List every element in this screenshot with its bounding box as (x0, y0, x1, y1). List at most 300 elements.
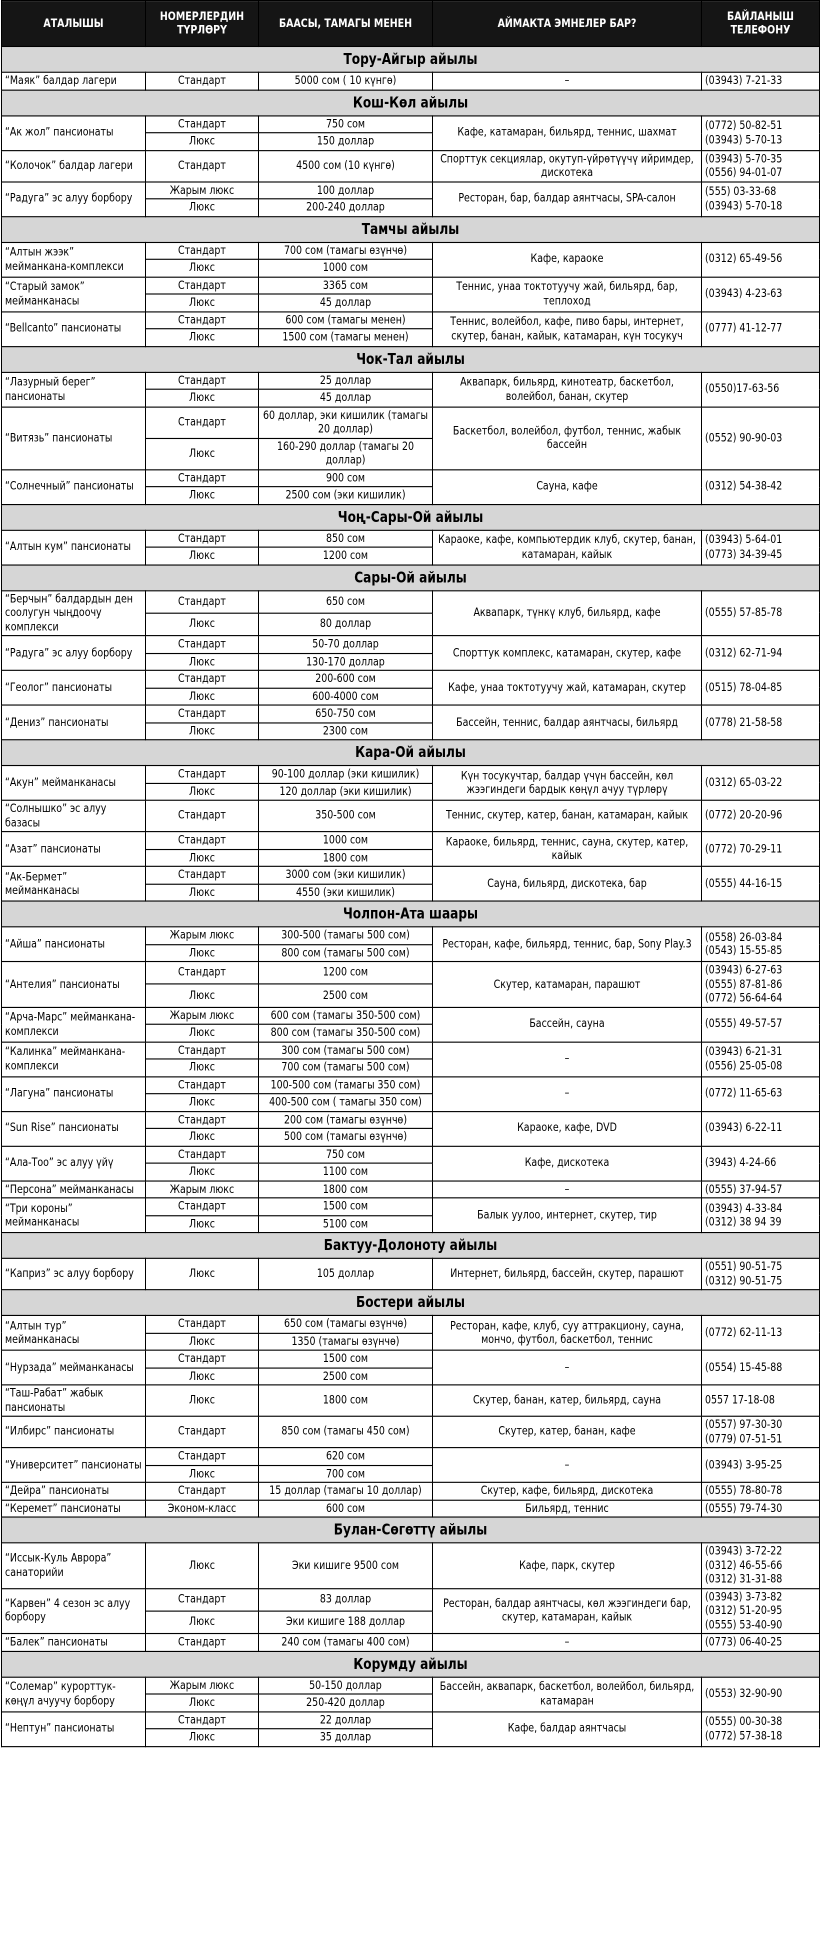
room-type: Люкс (146, 1163, 259, 1180)
section-row (2, 901, 820, 927)
facilities: Ресторан, кафе, клуб, суу аттракциону, сауна, мончо, футбол, баскетбол, теннис (433, 1315, 702, 1350)
room-price: 50-70 доллар (259, 636, 433, 653)
room-type: Жарым люкс (146, 1007, 259, 1024)
room-type: Стандарт (146, 832, 259, 849)
facilities: Интернет, бильярд, бассейн, скутер, парашют (433, 1258, 702, 1289)
section-row (2, 564, 820, 590)
facilities: – (433, 1180, 702, 1197)
room-type: Люкс (146, 1543, 259, 1588)
place-name: “Лазурный берег” пансионаты (2, 372, 146, 407)
place-name: “Геолог” пансионаты (2, 670, 146, 705)
section-title: Булан-Сөгөттү айылы (2, 1517, 820, 1543)
room-type: Люкс (146, 1215, 259, 1232)
section-row (2, 740, 820, 766)
facilities: – (433, 1042, 702, 1077)
table-row (2, 705, 820, 722)
room-price: 1500 сом (259, 1350, 433, 1367)
room-price: 600 сом (тамагы 350-500 сом) (259, 1007, 433, 1024)
table-row (2, 1543, 820, 1588)
room-type: Люкс (146, 1059, 259, 1076)
room-price: 22 доллар (259, 1711, 433, 1728)
room-price: 300-500 (тамагы 500 сом) (259, 927, 433, 944)
contact-phone: (0773) 06-40-25 (702, 1634, 820, 1651)
room-type: Стандарт (146, 766, 259, 783)
contact-phone: (0555) 79-74-30 (702, 1500, 820, 1517)
place-name: “Алтын тур” мейманканасы (2, 1315, 146, 1350)
room-type: Люкс (146, 329, 259, 346)
place-name: “Акун” мейманканасы (2, 766, 146, 801)
table-row (2, 242, 820, 259)
room-type: Люкс (146, 783, 259, 800)
facilities: Аквапарк, түнкү клуб, бильярд, кафе (433, 590, 702, 635)
room-price: 800 сом (тамагы 500 сом) (259, 944, 433, 961)
place-name: “Солнечный” пансионаты (2, 469, 146, 504)
room-price: 5100 сом (259, 1215, 433, 1232)
table-row (2, 1416, 820, 1447)
room-price: 35 доллар (259, 1729, 433, 1746)
table-row (2, 1677, 820, 1694)
room-type: Стандарт (146, 372, 259, 389)
contact-phone: (0552) 90-90-03 (702, 407, 820, 470)
room-type: Стандарт (146, 1416, 259, 1447)
room-price: 120 доллар (эки кишилик) (259, 783, 433, 800)
contact-phone: (0312) 62-71-94 (702, 636, 820, 671)
room-price: 250-420 доллар (259, 1694, 433, 1711)
place-name: “Радуга” эс алуу борбору (2, 181, 146, 216)
room-price: 1800 сом (259, 849, 433, 866)
contact-phone: (0777) 41-12-77 (702, 311, 820, 346)
facilities: Баскетбол, волейбол, футбол, теннис, жабык бассейн (433, 407, 702, 470)
room-type: Люкс (146, 389, 259, 406)
section-row (2, 90, 820, 116)
room-price: 90-100 доллар (эки кишилик) (259, 766, 433, 783)
room-price: Эки кишиге 188 доллар (259, 1611, 433, 1634)
room-price: 100 доллар (259, 181, 433, 198)
room-type: Стандарт (146, 115, 259, 132)
room-type: Люкс (146, 1333, 259, 1350)
section-row (2, 1233, 820, 1259)
contact-phone: (0515) 78-04-85 (702, 670, 820, 705)
room-type: Жарым люкс (146, 1180, 259, 1197)
room-type: Стандарт (146, 590, 259, 613)
room-type: Люкс (146, 487, 259, 504)
room-price: 4500 сом (10 күнгө) (259, 150, 433, 181)
room-type: Люкс (146, 547, 259, 564)
room-type: Стандарт (146, 1350, 259, 1367)
contact-phone: 0557 17-18-08 (702, 1385, 820, 1416)
room-price: 1200 сом (259, 962, 433, 985)
room-type: Люкс (146, 1094, 259, 1111)
room-type: Люкс (146, 1385, 259, 1416)
room-price: 3365 сом (259, 277, 433, 294)
facilities: Кафе, балдар аянтчасы (433, 1711, 702, 1746)
table-row (2, 1500, 820, 1517)
room-price: 1500 сом (тамагы менен) (259, 329, 433, 346)
contact-phone: (555) 03-33-68 (03943) 5-70-18 (702, 181, 820, 216)
section-title: Тору-Айгыр айылы (2, 46, 820, 72)
place-name: “Калинка” мейманкана-комплекси (2, 1042, 146, 1077)
contact-phone: (03943) 3-95-25 (702, 1448, 820, 1483)
room-type: Стандарт (146, 1315, 259, 1332)
room-price: 1350 (тамагы өзүнчө) (259, 1333, 433, 1350)
table-row (2, 1385, 820, 1416)
room-type: Люкс (146, 1128, 259, 1145)
place-name: “Bellcanto” пансионаты (2, 311, 146, 346)
table-row (2, 800, 820, 831)
contact-phone: (03943) 6-22-11 (702, 1111, 820, 1146)
facilities: Аквапарк, бильярд, кинотеатр, баскетбол, волейбол, банан, скутер (433, 372, 702, 407)
room-type: Стандарт (146, 1198, 259, 1215)
contact-phone: (0778) 21-58-58 (702, 705, 820, 740)
room-type: Стандарт (146, 530, 259, 547)
facilities: Ресторан, кафе, бильярд, теннис, бар, Sony Play.3 (433, 927, 702, 962)
section-row (2, 46, 820, 72)
room-price: Эки кишиге 9500 сом (259, 1543, 433, 1588)
section-row (2, 346, 820, 372)
section-title: Чок-Тал айылы (2, 346, 820, 372)
room-type: Стандарт (146, 705, 259, 722)
room-price: 45 доллар (259, 389, 433, 406)
contact-phone: (0772) 11-65-63 (702, 1076, 820, 1111)
facilities: Күн тосукучтар, балдар үчүн бассейн, көл жээгиндеги бардык көңүл ачуу түрлөрү (433, 766, 702, 801)
room-type: Люкс (146, 1729, 259, 1746)
table-row (2, 832, 820, 849)
price-table-wrapper (1, 0, 819, 1747)
room-price: 350-500 сом (259, 800, 433, 831)
place-name: “Три короны” мейманканасы (2, 1198, 146, 1233)
contact-phone: (0772) 20-20-96 (702, 800, 820, 831)
contact-phone: (03943) 5-70-35 (0556) 94-01-07 (702, 150, 820, 181)
room-price: 750 сом (259, 115, 433, 132)
table-row (2, 1350, 820, 1367)
room-type: Стандарт (146, 1146, 259, 1163)
room-type: Стандарт (146, 242, 259, 259)
facilities: Бассейн, теннис, балдар аянтчасы, бильярд (433, 705, 702, 740)
room-price: 150 доллар (259, 133, 433, 150)
table-row (2, 1180, 820, 1197)
facilities: Теннис, волейбол, кафе, пиво бары, интернет, скутер, банан, кайык, катамаран, күн тосукуч (433, 311, 702, 346)
room-type: Люкс (146, 1368, 259, 1385)
room-type: Стандарт (146, 1634, 259, 1651)
header-room-type: НОМЕРЛЕРДИН ТҮРЛӨРҮ (146, 1, 259, 47)
table-row (2, 962, 820, 985)
section-title: Чоң-Сары-Ой айылы (2, 504, 820, 530)
table-row (2, 766, 820, 783)
room-type: Люкс (146, 1465, 259, 1482)
table-row (2, 1042, 820, 1059)
table-row (2, 927, 820, 944)
place-name: “Маяк” балдар лагери (2, 72, 146, 89)
place-name: “Витязь” пансионаты (2, 407, 146, 470)
room-price: 600-4000 сом (259, 688, 433, 705)
room-type: Жарым люкс (146, 181, 259, 198)
room-price: 4550 (эки кишилик) (259, 884, 433, 901)
facilities: Бильярд, теннис (433, 1500, 702, 1517)
facilities: Кафе, катамаран, бильярд, теннис, шахмат (433, 115, 702, 150)
room-price: 650 сом (тамагы өзүнчө) (259, 1315, 433, 1332)
contact-phone: (03943) 5-64-01 (0773) 34-39-45 (702, 530, 820, 565)
facilities: Бассейн, сауна (433, 1007, 702, 1042)
section-title: Корумду айылы (2, 1651, 820, 1677)
contact-phone: (0555) 44-16-15 (702, 866, 820, 901)
room-type: Стандарт (146, 962, 259, 985)
room-price: 850 сом (тамагы 450 сом) (259, 1416, 433, 1447)
facilities: Караоке, кафе, DVD (433, 1111, 702, 1146)
contact-phone: (0555) 49-57-57 (702, 1007, 820, 1042)
section-row (2, 216, 820, 242)
room-price: 5000 сом ( 10 күнгө) (259, 72, 433, 89)
facilities: Теннис, скутер, катер, банан, катамаран, кайык (433, 800, 702, 831)
place-name: “Арча-Марс” мейманкана-комплекси (2, 1007, 146, 1042)
room-type: Люкс (146, 1694, 259, 1711)
facilities: Ресторан, бар, балдар аянтчасы, SPA-салон (433, 181, 702, 216)
room-price: 1800 сом (259, 1180, 433, 1197)
facilities: Сауна, бильярд, дискотека, бар (433, 866, 702, 901)
room-price: 700 сом (259, 1465, 433, 1482)
room-type: Люкс (146, 133, 259, 150)
facilities: Караоке, бильярд, теннис, сауна, скутер, катер, кайык (433, 832, 702, 867)
room-price: 620 сом (259, 1448, 433, 1465)
place-name: “Sun Rise” пансионаты (2, 1111, 146, 1146)
header-name: АТАЛЫШЫ (2, 1, 146, 47)
table-row (2, 181, 820, 198)
room-type: Люкс (146, 849, 259, 866)
room-price: 105 доллар (259, 1258, 433, 1289)
room-type: Люкс (146, 1611, 259, 1634)
table-row (2, 1482, 820, 1499)
facilities: Кафе, караоке (433, 242, 702, 277)
section-title: Кара-Ой айылы (2, 740, 820, 766)
room-type: Люкс (146, 884, 259, 901)
place-name: “Алтын кум” пансионаты (2, 530, 146, 565)
place-name: “Лагуна” пансионаты (2, 1076, 146, 1111)
place-name: “Антелия” пансионаты (2, 962, 146, 1007)
table-body (2, 46, 820, 1746)
place-name: “Нурзада” мейманканасы (2, 1350, 146, 1385)
facilities: Сауна, кафе (433, 469, 702, 504)
facilities: Бассейн, аквапарк, баскетбол, волейбол, бильярд, катамаран (433, 1677, 702, 1712)
room-type: Люкс (146, 1024, 259, 1041)
contact-phone: (0555) 00-30-38 (0772) 57-38-18 (702, 1711, 820, 1746)
place-name: “Айша” пансионаты (2, 927, 146, 962)
facilities: Скутер, катамаран, парашют (433, 962, 702, 1007)
room-type: Стандарт (146, 636, 259, 653)
room-type: Стандарт (146, 469, 259, 486)
header-row (2, 1, 820, 47)
table-row (2, 590, 820, 613)
table-row (2, 277, 820, 294)
place-name: “Алтын жээк” мейманкана-комплекси (2, 242, 146, 277)
section-title: Кош-Көл айылы (2, 90, 820, 116)
table-row (2, 469, 820, 486)
facilities: Скутер, кафе, бильярд, дискотека (433, 1482, 702, 1499)
contact-phone: (0550)17-63-56 (702, 372, 820, 407)
contact-phone: (0555) 57-85-78 (702, 590, 820, 635)
section-title: Тамчы айылы (2, 216, 820, 242)
place-name: “Берчын” балдардын ден соолугун чыңдоочу комплекси (2, 590, 146, 635)
place-name: “Иссык-Куль Аврора” санаторийи (2, 1543, 146, 1588)
room-type: Стандарт (146, 277, 259, 294)
room-price: 900 сом (259, 469, 433, 486)
facilities: Балык уулоо, интернет, скутер, тир (433, 1198, 702, 1233)
contact-phone: (0772) 70-29-11 (702, 832, 820, 867)
room-type: Люкс (146, 294, 259, 311)
room-type: Люкс (146, 199, 259, 216)
section-title: Бактуу-Долоноту айылы (2, 1233, 820, 1259)
contact-phone: (0555) 37-94-57 (702, 1180, 820, 1197)
room-type: Жарым люкс (146, 1677, 259, 1694)
section-row (2, 1651, 820, 1677)
table-row (2, 866, 820, 883)
place-name: “Солемар” курорттук-көңүл ачуучу борбору (2, 1677, 146, 1712)
room-price: 200-240 доллар (259, 199, 433, 216)
table-row (2, 1634, 820, 1651)
table-row (2, 1258, 820, 1289)
room-price: 2300 сом (259, 722, 433, 739)
room-type: Люкс (146, 613, 259, 636)
facilities: Караоке, кафе, компьютердик клуб, скутер, банан, катамаран, кайык (433, 530, 702, 565)
place-name: “Колочок” балдар лагери (2, 150, 146, 181)
room-type: Люкс (146, 1258, 259, 1289)
contact-phone: (0553) 32-90-90 (702, 1677, 820, 1712)
contact-phone: (03943) 6-27-63 (0555) 87-81-86 (0772) 56-64-64 (702, 962, 820, 1007)
room-type: Стандарт (146, 150, 259, 181)
room-type: Эконом-класс (146, 1500, 259, 1517)
header-phone: БАЙЛАНЫШ ТЕЛЕФОНУ (702, 1, 820, 47)
room-price: 60 доллар, эки кишилик (тамагы 20 доллар) (259, 407, 433, 438)
room-price: 650-750 сом (259, 705, 433, 722)
place-name: “Радуга” эс алуу борбору (2, 636, 146, 671)
room-type: Стандарт (146, 311, 259, 328)
table-row (2, 1588, 820, 1611)
room-price: 1100 сом (259, 1163, 433, 1180)
room-price: 600 сом (тамагы менен) (259, 311, 433, 328)
facilities: Кафе, парк, скутер (433, 1543, 702, 1588)
room-price: 45 доллар (259, 294, 433, 311)
room-price: 1800 сом (259, 1385, 433, 1416)
room-price: 1000 сом (259, 832, 433, 849)
place-name: “Карвен” 4 сезон эс алуу борбору (2, 1588, 146, 1633)
room-type: Стандарт (146, 407, 259, 438)
room-price: 2500 сом (259, 1368, 433, 1385)
contact-phone: (03943) 6-21-31 (0556) 25-05-08 (702, 1042, 820, 1077)
place-name: “Илбирс” пансионаты (2, 1416, 146, 1447)
room-type: Люкс (146, 653, 259, 670)
room-type: Стандарт (146, 1076, 259, 1093)
place-name: “Старый замок” мейманканасы (2, 277, 146, 312)
room-price: 80 доллар (259, 613, 433, 636)
place-name: “Персона” мейманканасы (2, 1180, 146, 1197)
place-name: “Балек” пансионаты (2, 1634, 146, 1651)
table-row (2, 72, 820, 89)
room-price: 130-170 доллар (259, 653, 433, 670)
section-title: Бостери айылы (2, 1290, 820, 1316)
table-row (2, 636, 820, 653)
place-name: “Дейра” пансионаты (2, 1482, 146, 1499)
room-price: 750 сом (259, 1146, 433, 1163)
contact-phone: (0772) 50-82-51 (03943) 5-70-13 (702, 115, 820, 150)
table-row (2, 150, 820, 181)
contact-phone: (03943) 4-33-84 (0312) 38 94 39 (702, 1198, 820, 1233)
place-name: “Ак жол” пансионаты (2, 115, 146, 150)
contact-phone: (03943) 4-23-63 (702, 277, 820, 312)
contact-phone: (0555) 78-80-78 (702, 1482, 820, 1499)
place-name: “Таш-Рабат” жабык пансионаты (2, 1385, 146, 1416)
room-type: Люкс (146, 722, 259, 739)
contact-phone: (0558) 26-03-84 (0543) 15-55-85 (702, 927, 820, 962)
header-facilities: АЙМАКТА ЭМНЕЛЕР БАР? (433, 1, 702, 47)
facilities: – (433, 72, 702, 89)
room-type: Жарым люкс (146, 927, 259, 944)
room-price: 1200 сом (259, 547, 433, 564)
facilities: Спорттук секциялар, окутуп-үйрөтүүчү ийримдер, дискотека (433, 150, 702, 181)
room-price: 650 сом (259, 590, 433, 613)
room-type: Люкс (146, 984, 259, 1007)
room-price: 700 сом (тамагы өзүнчө) (259, 242, 433, 259)
section-row (2, 1517, 820, 1543)
room-price: 600 сом (259, 1500, 433, 1517)
facilities: – (433, 1448, 702, 1483)
facilities: – (433, 1634, 702, 1651)
room-price: 400-500 сом ( тамагы 350 сом) (259, 1094, 433, 1111)
room-type: Люкс (146, 438, 259, 469)
room-price: 800 сом (тамагы 350-500 сом) (259, 1024, 433, 1041)
room-price: 2500 сом (259, 984, 433, 1007)
table-row (2, 670, 820, 687)
room-price: 25 доллар (259, 372, 433, 389)
facilities: Кафе, дискотека (433, 1146, 702, 1181)
section-title: Чолпон-Ата шаары (2, 901, 820, 927)
table-row (2, 115, 820, 132)
room-type: Люкс (146, 688, 259, 705)
room-type: Стандарт (146, 800, 259, 831)
table-row (2, 1711, 820, 1728)
room-price: 240 сом (тамагы 400 сом) (259, 1634, 433, 1651)
room-price: 700 сом (тамагы 500 сом) (259, 1059, 433, 1076)
room-type: Стандарт (146, 670, 259, 687)
place-name: “Каприз” эс алуу борбору (2, 1258, 146, 1289)
room-type: Стандарт (146, 866, 259, 883)
facilities: Скутер, катер, банан, кафе (433, 1416, 702, 1447)
place-name: “Солнышко” эс алуу базасы (2, 800, 146, 831)
table-row (2, 1448, 820, 1465)
room-type: Стандарт (146, 1042, 259, 1059)
room-price: 2500 сом (эки кишилик) (259, 487, 433, 504)
room-price: 1000 сом (259, 259, 433, 276)
place-name: “Дениз” пансионаты (2, 705, 146, 740)
room-price: 850 сом (259, 530, 433, 547)
table-row (2, 1315, 820, 1332)
section-title: Сары-Ой айылы (2, 564, 820, 590)
room-type: Стандарт (146, 1111, 259, 1128)
room-price: 100-500 сом (тамагы 350 сом) (259, 1076, 433, 1093)
table-row (2, 372, 820, 389)
contact-phone: (03943) 7-21-33 (702, 72, 820, 89)
room-price: 15 доллар (тамагы 10 доллар) (259, 1482, 433, 1499)
place-name: “Азат” пансионаты (2, 832, 146, 867)
table-row (2, 1111, 820, 1128)
room-price: 160-290 доллар (тамагы 20 доллар) (259, 438, 433, 469)
contact-phone: (0312) 65-49-56 (702, 242, 820, 277)
table-row (2, 311, 820, 328)
contact-phone: (0772) 62-11-13 (702, 1315, 820, 1350)
table-header (2, 1, 820, 47)
facilities: Теннис, унаа токтотуучу жай, бильярд, бар, теплоход (433, 277, 702, 312)
room-price: 200-600 сом (259, 670, 433, 687)
contact-phone: (3943) 4-24-66 (702, 1146, 820, 1181)
contact-phone: (0312) 65-03-22 (702, 766, 820, 801)
facilities: Кафе, унаа токтотуучу жай, катамаран, скутер (433, 670, 702, 705)
